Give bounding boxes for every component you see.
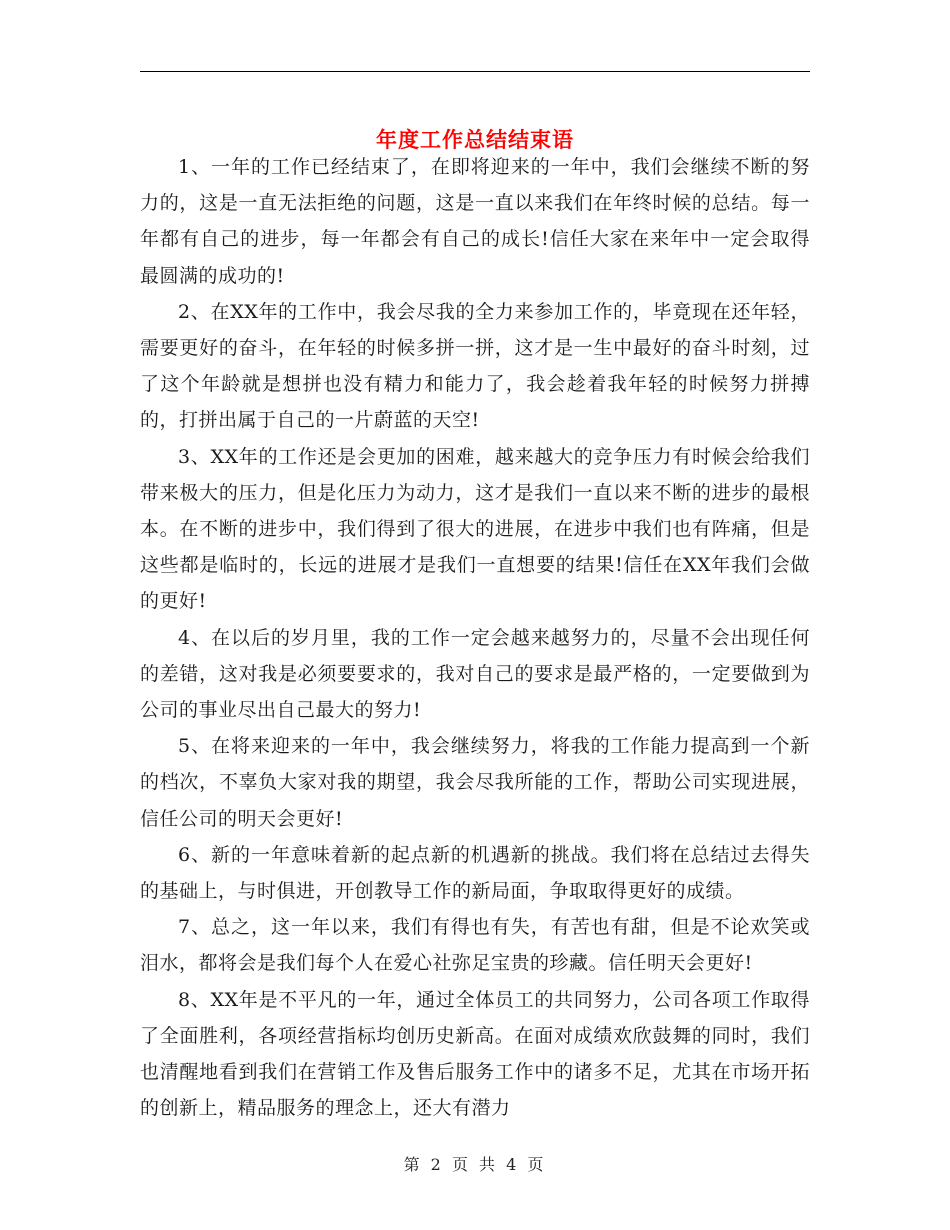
page-number: 第 2 页 共 4 页 — [403, 1155, 547, 1174]
paragraph-8: 8、XX年是不平凡的一年，通过全体员工的共同努力，公司各项工作取得了全面胜利，各项经营指标均创历史新高。在面对成绩欢欣鼓舞的同时，我们也清醒地看到我们在营销工作及售后服务工作中的诸多不足，尤其在市场开拓的创新上，精品服务的理念上，还大有潜力 — [140, 988, 810, 1120]
paragraph-5: 5、在将来迎来的一年中，我会继续努力，将我的工作能力提高到一个新的档次，不辜负大家对我的期望，我会尽我所能的工作，帮助公司实现进展，信任公司的明天会更好! — [140, 735, 810, 830]
document-title: 年度工作总结结束语 — [376, 127, 574, 153]
paragraph-1: 1、一年的工作已经结束了，在即将迎来的一年中，我们会继续不断的努力的，这是一直无法拒绝的问题，这是一直以来我们在年终时候的总结。每一年都有自己的进步，每一年都会有自己的成长!信任大家在来年中一定会取得最圆满的成功的! — [140, 156, 810, 287]
document-body — [140, 149, 810, 1126]
paragraph-3: 3、XX年的工作还是会更加的困难，越来越大的竞争压力有时候会给我们带来极大的压力，但是化压力为动力，这才是我们一直以来不断的进步的最根本。在不断的进步中，我们得到了很大的进展，在进步中我们也有阵痛，但是这些都是临时的，长远的进展才是我们一直想要的结果!信任在XX年我们会做的更好! — [140, 445, 810, 613]
paragraph-4: 4、在以后的岁月里，我的工作一定会越来越努力的，尽量不会出现任何的差错，这对我是必须要要求的，我对自己的要求是最严格的，一定要做到为公司的事业尽出自己最大的努力! — [140, 626, 810, 722]
header-rule — [140, 71, 810, 72]
paragraph-7: 7、总之，这一年以来，我们有得也有失，有苦也有甜，但是不论欢笑或泪水，都将会是我们每个人在爱心社弥足宝贵的珍藏。信任明天会更好! — [140, 916, 810, 975]
paragraph-6: 6、新的一年意味着新的起点新的机遇新的挑战。我们将在总结过去得失的基础上，与时俱进，开创教导工作的新局面，争取取得更好的成绩。 — [140, 843, 810, 903]
paragraph-2: 2、在XX年的工作中，我会尽我的全力来参加工作的，毕竟现在还年轻，需要更好的奋斗，在年轻的时候多拼一拼，这才是一生中最好的奋斗时刻，过了这个年龄就是想拼也没有精力和能力了，我会趁着我年轻的时候努力拼搏的，打拼出属于自己的一片蔚蓝的天空! — [140, 300, 810, 432]
